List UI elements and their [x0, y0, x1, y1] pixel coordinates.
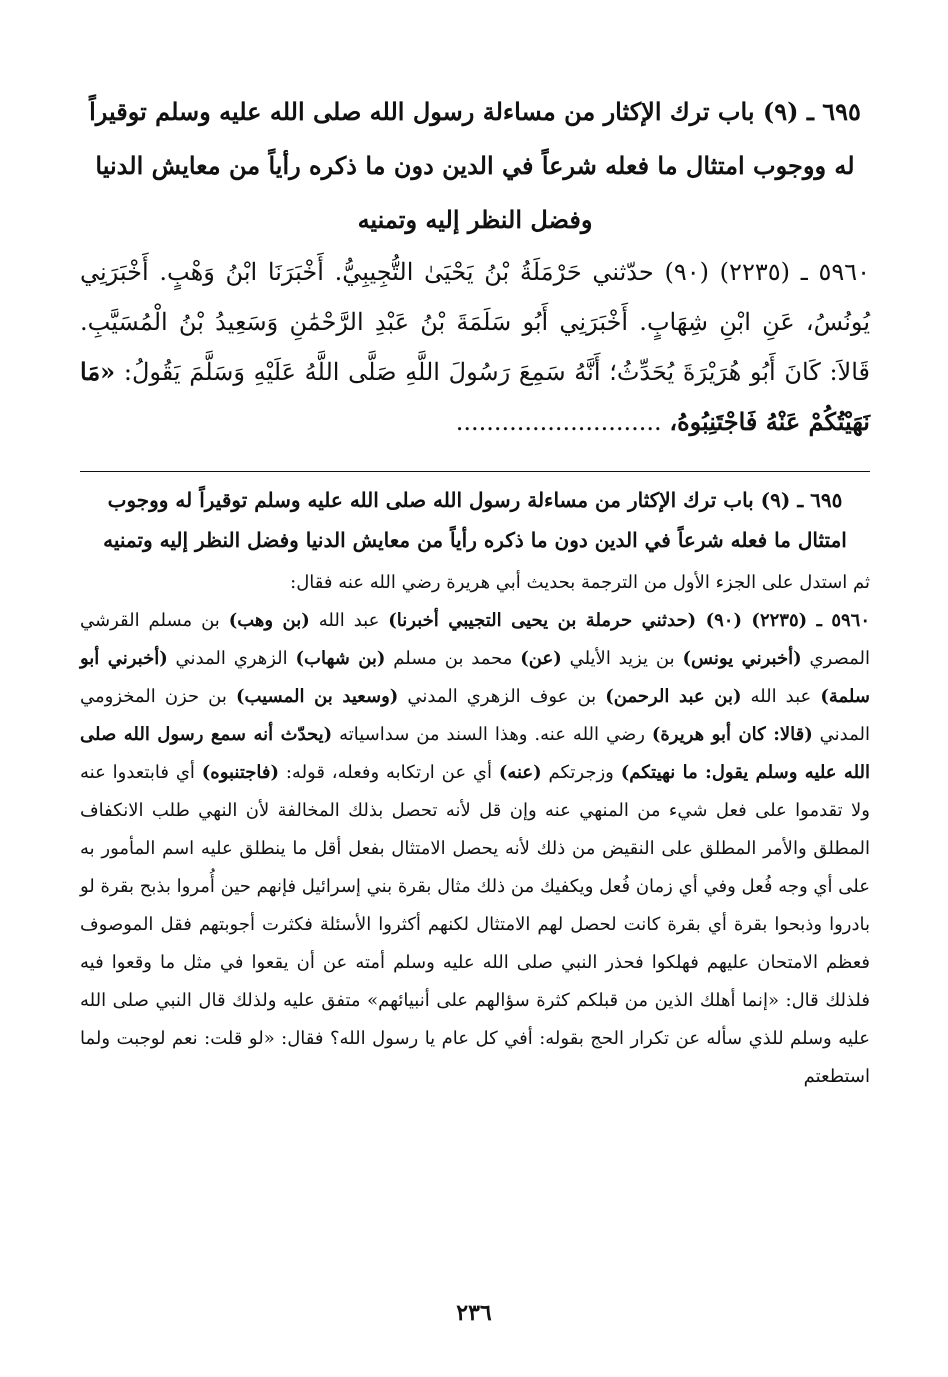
sharh-text-segment: عبد الله	[741, 686, 821, 707]
page-number: ٢٣٦	[456, 1300, 492, 1326]
page-body	[80, 85, 870, 1096]
sharh-quoted-segment: (عن)	[520, 648, 562, 669]
matn-hadith	[80, 247, 870, 447]
sharh-quoted-segment: (وسعيد بن المسيب)	[235, 686, 399, 707]
sharh-quoted-segment: (يحدّث أنه سمع رسول الله صلى الله عليه وسلم يقول: ما نهيتكم)	[80, 724, 871, 783]
sharh-text-segment: بن يزيد الأيلي	[561, 648, 683, 669]
sharh-text-segment: أي عن ارتكابه وفعله، قوله:	[279, 762, 499, 783]
sharh-quoted-segment: ٥٩٦٠ ـ (٢٢٣٥) (٩٠)	[696, 610, 870, 631]
sharh-text-segment: عبد الله	[309, 610, 389, 631]
sharh-text-segment: أي فابتعدوا عنه ولا تقدموا على فعل شيء من المنهي عنه وإن قل لأنه تحصل بذلك المخالفة لأن النهي طلب الانكفاف المطلق والأمر المطلق على النقيض من ذلك لأنه يحصل الامتثال بفعل أقل ما ينطلق عليه اسم المأمور به على أي وجه فُعل وفي أي زمان فُعل ويكفيك من ذلك مثال بقرة بني إسرائيل فإنهم حين أُمروا بذبح بقرة لو بادروا وذبحوا بقرة أي بقرة كانت لحصل لهم الامتثال لكنهم أكثروا الأسئلة فكثرت أجوبتهم فقل الموصوف فعظم الامتحان عليهم فهلكوا فحذر النبي صلى الله عليه وسلم أمته عن أن يقعوا في مثل ما وقعوا فيه فلذلك قال: «إنما أهلك الذين من قبلكم كثرة سؤالهم على أنبيائهم» متفق عليه ولذلك قال النبي صلى الله عليه وسلم للذي سأله عن تكرار الحج بقوله: أفي كل عام يا رسول الله؟ فقال: «لو قلت: نعم لوجبت ولما استطعتم	[80, 762, 870, 1087]
sharh-text-segment: بن مسلم القرشي المصري	[80, 610, 870, 669]
sharh-quoted-segment: (بن شهاب)	[295, 648, 386, 669]
sharh-quoted-segment: (أخبرني أبو سلمة)	[80, 648, 870, 707]
matn-hadith-quote: «مَا نَهَيْتُكُمْ عَنْهُ فَاجْتَنِبُوهُ،	[80, 357, 870, 436]
sharh-text-segment: وزجرتكم	[541, 762, 621, 783]
sharh-text-segment: بن حزن المخزومي المدني	[80, 686, 871, 745]
matn-chapter-heading: ٦٩٥ ـ (٩) باب ترك الإكثار من مساءلة رسول الله صلى الله عليه وسلم توقيراً له ووجوب امتثال ما فعله شرعاً في الدين دون ما ذكره رأياً من معايش الدنيا وفضل النظر إليه وتمنيه	[89, 97, 861, 234]
sharh-quoted-segment: (بن وهب)	[228, 610, 310, 631]
sharh-quoted-segment: (عنه)	[498, 762, 542, 783]
sharh-quoted-segment: (بن عبد الرحمن)	[605, 686, 742, 707]
sharh-quoted-segment: (قالا: كان أبو هريرة)	[651, 724, 813, 745]
sharh-text-segment: محمد بن مسلم	[385, 648, 521, 669]
sharh-quoted-segment: (فاجتنبوه)	[201, 762, 280, 783]
sharh-text-segment: رضي الله عنه. وهذا السند من سداسياته	[332, 724, 652, 745]
sharh-commentary	[80, 602, 870, 1096]
sharh-quoted-segment: (حدثني حرملة بن يحيى التجيبي أخبرنا)	[388, 610, 697, 631]
sharh-chapter-heading: ٦٩٥ ـ (٩) باب ترك الإكثار من مساءلة رسول الله صلى الله عليه وسلم توقيراً له ووجوب امتثال ما فعله شرعاً في الدين دون ما ذكره رأياً من معايش الدنيا وفضل النظر إليه وتمنيه	[103, 488, 847, 552]
sharh-intro: ثم استدل على الجزء الأول من الترجمة بحديث أبي هريرة رضي الله عنه فقال:	[290, 572, 870, 593]
matn-ellipsis-dots: ...........................	[455, 408, 662, 436]
sharh-text-segment: بن عوف الزهري المدني	[398, 686, 606, 707]
sharh-quoted-segment: (أخبرني يونس)	[682, 648, 802, 669]
sharh-text-segment: الزهري المدني	[167, 648, 296, 669]
matn-hadith-text: ٥٩٦٠ ـ (٢٢٣٥) (٩٠) حدّثني حَرْمَلَةُ بْنُ يَحْيَىٰ التُّجِيبِيُّ. أَخْبَرَنَا ابْنُ وَهْبٍ. أَخْبَرَنِي يُونُسُ، عَنِ ابْنِ شِهَابٍ. أَخْبَرَنِي أَبُو سَلَمَةَ بْنُ عَبْدِ الرَّحْمَٰنِ وَسَعِيدُ بْنُ الْمُسَيَّبِ. قَالاَ: كَانَ أَبُو هُرَيْرَةَ يُحَدِّثُ؛ أَنَّهُ سَمِعَ رَسُولَ اللَّهِ صَلَّى اللَّهُ عَلَيْهِ وَسَلَّمَ يَقُولُ:	[80, 258, 871, 386]
footnote-divider	[80, 471, 870, 472]
